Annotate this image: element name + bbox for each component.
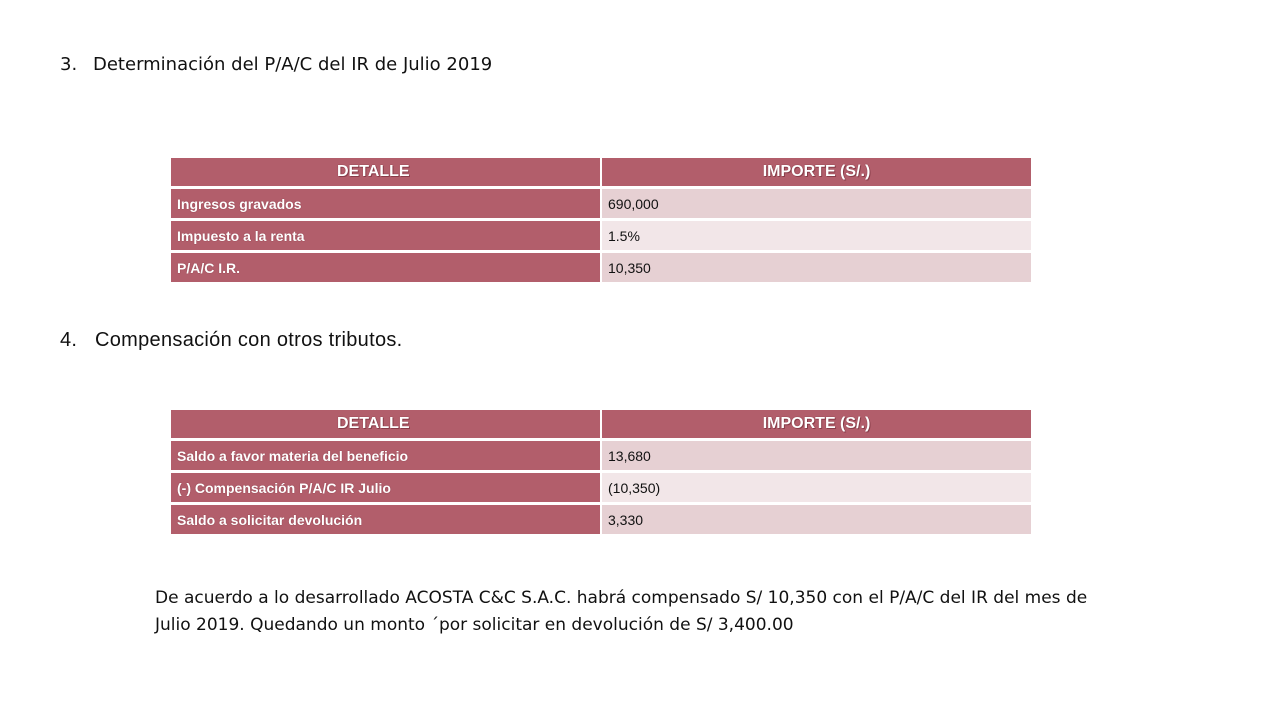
row-label: (-) Compensación P/A/C IR Julio <box>170 472 601 504</box>
table-row <box>170 440 1032 472</box>
row-value: 3,330 <box>601 504 1032 536</box>
row-value: 10,350 <box>601 252 1032 284</box>
table-row <box>170 220 1032 252</box>
conclusion-paragraph: De acuerdo a lo desarrollado ACOSTA C&C S.A.C. habrá compensado S/ 10,350 con el P/A/C del IR del mes de Julio 2019. Quedando un monto ´por solicitar en devolución de S/ 3,400.00 <box>155 588 1088 635</box>
row-label: Impuesto a la renta <box>170 220 601 252</box>
section-3-heading <box>60 54 492 75</box>
table-row <box>170 504 1032 536</box>
section-3-title: Determinación del P/A/C del IR de Julio 2019 <box>93 54 493 75</box>
row-value: 13,680 <box>601 440 1032 472</box>
section-4-title: Compensación con otros tributos. <box>95 329 403 351</box>
row-value: (10,350) <box>601 472 1032 504</box>
section-4-number: 4. <box>60 329 78 351</box>
table-row <box>170 472 1032 504</box>
row-label: P/A/C I.R. <box>170 252 601 284</box>
table-row <box>170 252 1032 284</box>
compensation-table <box>169 408 1033 536</box>
row-label: Saldo a favor materia del beneficio <box>170 440 601 472</box>
table-row <box>170 188 1032 220</box>
column-header-detalle: DETALLE <box>170 157 601 188</box>
table-header-row <box>170 157 1032 188</box>
table-header-row <box>170 409 1032 440</box>
section-3-number: 3. <box>60 54 78 75</box>
section-4-heading <box>60 329 403 352</box>
pac-ir-table <box>169 156 1033 284</box>
row-label: Saldo a solicitar devolución <box>170 504 601 536</box>
column-header-detalle: DETALLE <box>170 409 601 440</box>
row-value: 690,000 <box>601 188 1032 220</box>
column-header-importe: IMPORTE (S/.) <box>601 409 1032 440</box>
row-value: 1.5% <box>601 220 1032 252</box>
column-header-importe: IMPORTE (S/.) <box>601 157 1032 188</box>
row-label: Ingresos gravados <box>170 188 601 220</box>
